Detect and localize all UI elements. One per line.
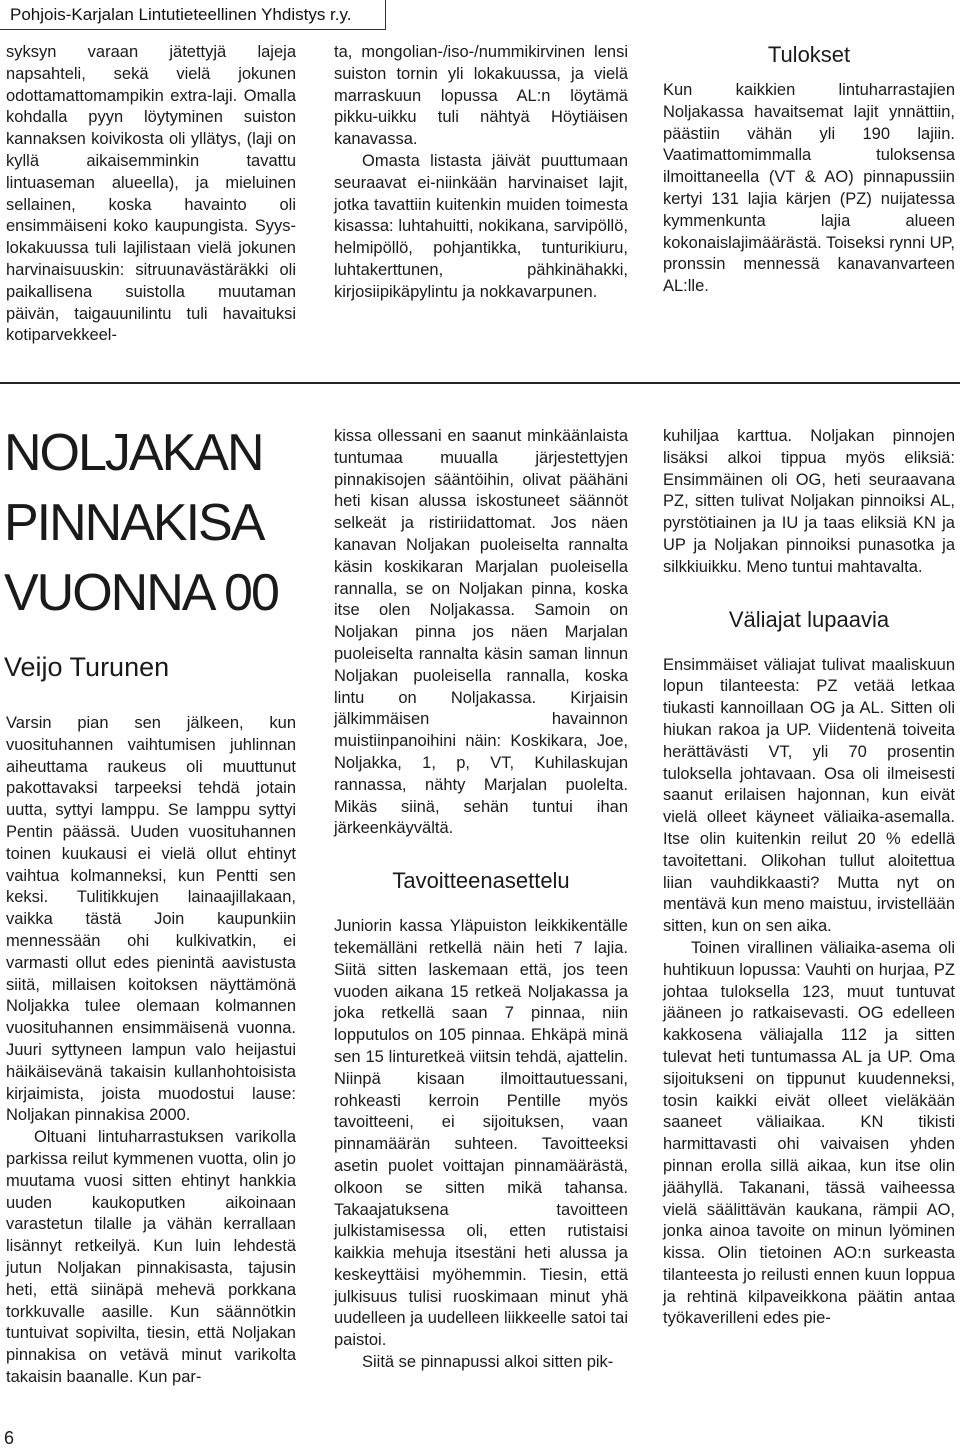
results-heading: Tulokset xyxy=(767,42,851,67)
article-break-p2: Toinen virallinen väliaika-asema oli huhtikuun lopussa: Vauhti on hurjaa, PZ johtaa tuloksella 123, muut tuntuvat jääneen jo ratkaisevasti. OG edelleen kakkosena väliajalla 112 ja sitten tulevat heti tuntumassa AL ja UP. Oma sijoitukseni on tippunut kuudenneksi, tosin kaikki eivät olleet vieläkään saaneet väliaikaa. KN tikisti harmittavasti ohi vaivaisen yhden pinnan erolla sillä aikaa, kun itse olin jäähyllä. Takanani, tässä vaiheessa vielä säälittävän kaukana, rämpii AO, jonka ainoa tavoite on minun lyöminen kissa. Olin tietoinen AO:n surkeasta tilanteesta jo reilusti ennen kuun loppua ja rehtinä kilpaveikkona päätin antaa työkaverilleni edes pie- xyxy=(663,938,955,1328)
article-goal-p2-start: Siitä se pinnapussi alkoi sitten pik- xyxy=(362,1353,614,1372)
title-line-2: PINNAKISA xyxy=(4,494,264,552)
article-col2-cont: kissa ollessani en saanut minkäänlaista tuntumaa muualla järjestettyjen pinnakisojen sääntöihin, olivat päähäni heti kisan alussa iskostuneet säännöt selkeät ja ristiriidattomat. Jos näen kanavan Noljakan puoleiselta rannalta käsin koskikaran Marjalan puoleisella rannalla, se on Noljakan pinna, koska itse olen Noljakassa. Samoin on Noljakan pinna jos näen Marjalan puoleiselta rannalta käsin saman linnun Noljakan puoleisella rannalla, koska lintu on Noljakassa. Kirjaisin jälkimmäisen havainnon muistiinpanoihini näin: Koskikara, Joe, Noljakka, 1, p, VT, Kuhilaskujan rannassa, nähty Marjalan puolelta. Mikäs siinä, sehän tuntui ihan järkeenkäyvältä. xyxy=(334,427,628,838)
results-text: Kun kaikkien lintuharrastajien Noljakassa havaitsemat lajit ynnättiin, päästiin vähän yli 190 lajiin. Vaatimattomimmalla tuloksensa ilmoittaneella (VT & AO) pinnapussiin kertyi 131 lajia kärjen (PZ) nuijatessa kymmenkunta lajia alueen kokonaislajimäärästä. Toiseksi rynni UP, pronssin mennessä kanavanvarteen AL:lle. xyxy=(663,81,955,296)
article-title xyxy=(4,418,304,628)
publication-header xyxy=(0,0,386,30)
section-divider xyxy=(0,382,960,384)
article-column-2 xyxy=(334,426,628,1374)
article-column-1 xyxy=(6,713,296,1389)
article-goal-p2-cont: kuhiljaa karttua. Noljakan pinnojen lisäksi alkoi tippua myös eliksiä: Ensimmäinen oli OG, heti seuraavana PZ, sitten tulivat Noljakan pinnoiksi AL, pyrstötiainen ja IU ja taas eliksiä KN ja UP ja Noljakan pinnoiksi punasotka ja silkkiuikku. Meno tuntui mahtavalta. xyxy=(663,427,955,576)
publisher-name: Pohjois-Karjalan Lintutieteellinen Yhdistys r.y. xyxy=(10,5,352,24)
top-column-2 xyxy=(334,42,628,304)
article-author: Veijo Turunen xyxy=(4,652,170,682)
top-col1-text: syksyn varaan jätettyjä lajeja napsahteli, sekä vielä jokunen odottamattomampikin extra-laji. Omalla kohdalla pyyn löytyminen suiston kannaksen koivikosta oli yllätys, (laji on kyllä aikaisemminkin tavattu lintuaseman alueella), ja mieluinen sellainen, koska havainto oli ensimmäiseni koko kaupungista. Syys-lokakuussa tuli lajilistaan vielä jokunen harvinaisuuskin: sitruunavästäräkki oli paikallisena suistolla muutaman päivän, taigauunilintu tuli havaituksi kotiparvekkeel- xyxy=(6,43,296,345)
top-column-1 xyxy=(6,42,296,347)
break-heading: Väliajat lupaavia xyxy=(728,606,890,632)
page-number: 6 xyxy=(4,1428,15,1448)
top-col2-cont: ta, mongolian-/iso-/nummikirvinen lensi suiston tornin yli lokakuussa, ja vielä marraskuun lopussa AL:n löytämä pikku-uikku tuli nähtyä Höytiäisen kanavassa. xyxy=(334,43,628,149)
top-column-3 xyxy=(663,42,955,298)
goal-heading: Tavoitteenasettelu xyxy=(392,868,570,894)
article-col1-p2: Oltuani lintuharrastuksen varikolla parkissa reilut kymmenen vuotta, olin jo muutama vuosi sitten ehtinyt hankkia uuden kaukoputken aikoinaan varastetun tilalle ja vähän kerrallaan lisännyt retkeilyä. Kun luin lehdestä jutun Noljakan pinnakisasta, tajusin heti, että siinäpä mehevä porkkana torkkuvalle aasille. Kun säännötkin tuntuivat sopivilta, tiesin, että Noljakan pinnakisa on vetävä minut varikolta takaisin baanalle. Kun par- xyxy=(6,1128,296,1386)
article-goal-p1: Juniorin kassa Yläpuiston leikkikentälle tekemälläni retkellä näin heti 7 lajia. Siitä sitten laskemaan että, jos teen vuoden aikana 15 retkeä Noljakassa ja joka retkellä saan 7 pinnaa, niin lopputulos on 105 pinnaa. Ehkäpä minä sen 15 linturetkeä viitsin tehdä, ajattelin. Niinpä kisaan ilmoittautuessani, rohkeasti kerroin Pentille myös tavoitteeni, ei sijoituksen, vaan pinnamäärän suhteen. Tavoitteeksi asetin puolet voittajan pinnamäärästä, olkoon se sitten mikä tahansa. Takaajatuksena tavoitteen julkistamisessa oli, etten rutistaisi kaikkia mehuja itsestäni heti alussa ja keskeyttäisi myöhemmin. Tiesin, että julkisuus tulisi ruoskimaan minut yhä uudelleen ja uudelleen liikkeelle satoi tai paistoi. xyxy=(334,917,628,1350)
title-line-1: NOLJAKAN xyxy=(4,424,263,482)
top-col2-p2: Omasta listasta jäivät puuttumaan seuraavat ei-niinkään harvinaiset lajit, jotka tavattiin kuitenkin muiden toimesta kisassa: luhtahuitti, nokikana, sarvipöllö, helmipöllö, pohjantikka, tunturikiuru, luhtakerttunen, pähkinähakki, kirjosiipikäpylintu ja nokkavarpunen. xyxy=(334,151,628,301)
article-column-3 xyxy=(663,426,955,1330)
title-line-3: VUONNA 00 xyxy=(4,564,278,622)
article-break-p1: Ensimmäiset väliajat tulivat maaliskuun lopun tilanteesta: PZ vetää letkaa tiukasti kannoillaan OG ja AL. Sitten oli hiukan rakoa ja UP. Viidentenä toiveita herättävästi VT, yli 70 prosentin tuloksella johtavaan. Osa oli ilmeisesti saanut erilaisen hajonnan, kun eivät vielä olleet käyneet väliaika-asemalla. Itse olin kuitenkin reilut 20 % edellä tavoitettani. Olikohan tullut aloitettua liian vauhdikkaasti? Mutta nyt on mentävä kun meno maistuu, irvistellään sitten, kun on sen aika. xyxy=(663,655,955,936)
article-col1-p1: Varsin pian sen jälkeen, kun vuosituhannen vaihtumisen juhlinnan aiheuttama raukeus oli muuttunut pakottavaksi tarpeeksi tehdä jotain uutta, syttyi lamppu. Se lamppu syttyi Pentin päässä. Uuden vuosituhannen toinen kuukausi ei vielä ollut ehtinyt vaihtua kolmanneksi, kun Pentti sen keksi. Tulitikkujen lainaajillakaan, vaikka tästä Join kaupunkiin mennessään ohi kulkivatkin, ei varmasti ollut edes pienintä aavistusta siitä, millaisen koitoksen näyttämönä Noljakka tulee olemaan kolmannen vuosituhannen ensimmäisenä vuonna. Juuri syttyneen lampun valo heijastui häikäisevänä takaisin kullanhohtoisista kirjaimista, joista muodostui lause: Noljakan pinnakisa 2000. xyxy=(6,714,296,1125)
